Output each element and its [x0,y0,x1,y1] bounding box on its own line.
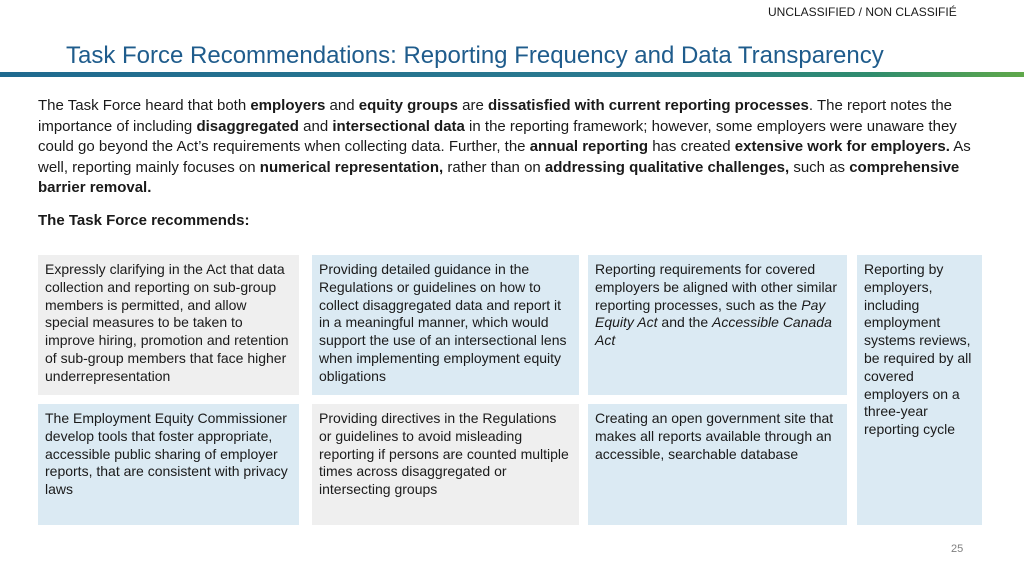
recommendation-card-subgroup-data [38,255,299,395]
intro-segment-bold: employers [250,97,326,114]
card-text: Providing detailed guidance in the Regulations or guidelines on how to collect disaggregated data and report it in a meaningful manner, which would support the use of an intersectional lens when implementing employment equity obligations [319,261,567,384]
card-text: Reporting requirements for covered employers be aligned with other similar reporting processes, such as the [595,261,837,313]
intro-segment: and [325,97,359,114]
card-text: Creating an open government site that makes all reports available through an accessible, searchable database [595,410,834,462]
intro-segment: such as [789,158,850,176]
recommendation-card-guidance [312,255,579,395]
card-text: and the [657,314,713,331]
intro-segment-bold: dissatisfied with current reporting processes [487,97,809,114]
recommendation-card-open-government [588,404,847,525]
intro-segment: The Task Force heard that both [38,97,251,114]
act-name: Pay Equity Act [595,296,826,331]
intro-segment: As well, reporting mainly focuses on [38,138,971,176]
intro-segment: rather than on [443,158,545,176]
intro-segment-bold: comprehensive barrier removal. [38,158,960,196]
act-name: Accessible Canada Act [595,314,832,349]
intro-segment: in the reporting framework; however, some employers were unaware they could go beyond the Act’s requirements when collecting data. Further, the [38,117,957,155]
classification-label: UNCLASSIFIED / NON CLASSIFIÉ [768,5,957,19]
intro-segment-bold: intersectional data [332,117,465,135]
card-text: The Employment Equity Commissioner develop tools that foster appropriate, accessible public sharing of employer reports, that are consistent with privacy laws [45,410,288,498]
card-text: Providing directives in the Regulations or guidelines to avoid misleading reporting if persons are counted multiple times across disaggregated or intersecting groups [319,410,569,498]
intro-paragraph [38,96,988,199]
slide-title: Task Force Recommendations: Reporting Frequency and Data Transparency [66,42,884,69]
intro-segment-bold: equity groups [358,97,458,114]
intro-segment: and [298,117,333,135]
title-divider [0,72,1024,77]
intro-segment: has created [648,138,735,155]
recommendation-card-public-sharing [38,404,299,525]
intro-segment-bold: extensive work for employers. [734,138,950,155]
card-text: Reporting by employers, including employment systems reviews, be required by all covered employers on a three-year reporting cycle [864,261,972,438]
recommendation-card-aligned-reporting [588,255,847,395]
page-number: 25 [951,543,964,555]
recommendation-card-three-year-cycle [857,255,982,525]
recommends-heading: The Task Force recommends: [38,212,250,229]
intro-segment: are [457,97,488,114]
recommendation-card-misleading-reporting [312,404,579,525]
intro-segment-bold: annual reporting [529,138,649,155]
card-text: Expressly clarifying in the Act that data collection and reporting on sub-group members is permitted, and allow special measures to be taken to improve hiring, promotion and retention of sub-group members that face higher underrepresentation [45,261,289,384]
intro-segment-bold: numerical representation, [259,158,444,176]
intro-segment-bold: disaggregated [196,117,299,135]
intro-segment-bold: addressing qualitative challenges, [544,158,790,176]
intro-segment: . The report notes the importance of including [38,97,953,135]
